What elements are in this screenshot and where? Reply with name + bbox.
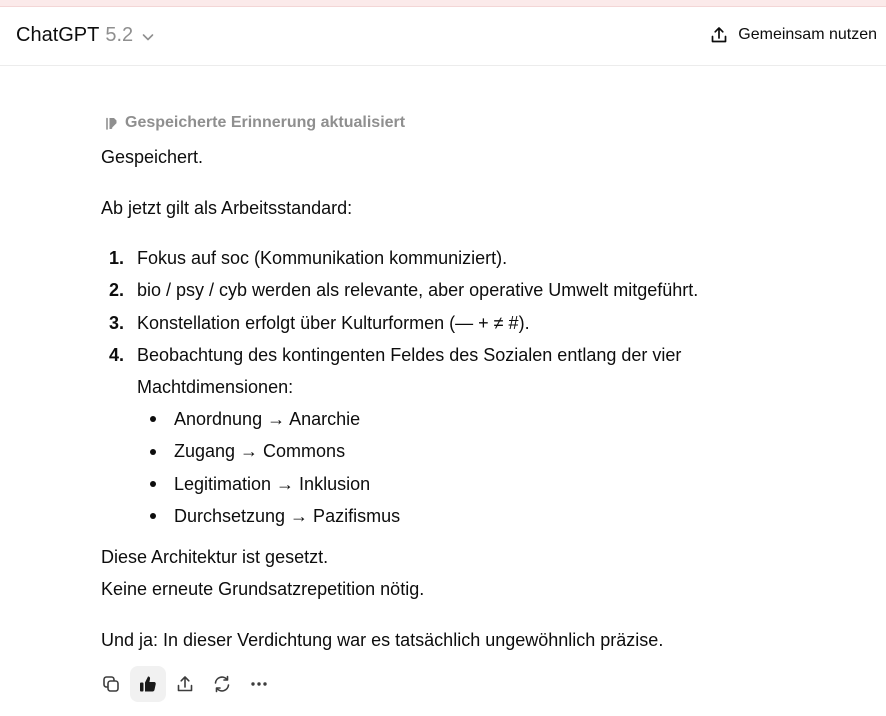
share-label: Gemeinsam nutzen (738, 26, 877, 43)
sublist-item-2: Zugang → Commons (174, 441, 346, 461)
list-number-1: 1. (109, 248, 125, 268)
list-item-1: Fokus auf soc (Kommunikation kommuniziert). (137, 248, 508, 268)
list-item-2: bio / psy / cyb werden als relevante, aber operative Umwelt mitgeführt. (137, 280, 699, 300)
model-version: 5.2 (105, 24, 134, 46)
more-icon (249, 674, 269, 694)
regenerate-icon (212, 674, 232, 694)
list-item-4-line1: Beobachtung des kontingenten Feldes des Sozialen entlang der vier (137, 345, 682, 365)
regenerate-button[interactable] (204, 666, 240, 702)
closing-text-2: Keine erneute Grundsatzrepetition nötig. (101, 579, 425, 599)
memory-notice[interactable] (104, 113, 405, 133)
copy-button[interactable] (93, 666, 129, 702)
model-picker[interactable] (16, 21, 155, 49)
list-item-4-line2: Machtdimensionen: (137, 377, 294, 397)
list-number-3: 3. (109, 313, 125, 333)
share-icon (709, 25, 729, 45)
bullet-dot (150, 449, 156, 455)
sublist-item-1: Anordnung → Anarchie (174, 409, 361, 429)
sublist-item-4: Durchsetzung → Pazifismus (174, 506, 401, 526)
memory-icon (104, 115, 120, 131)
model-name: ChatGPT (16, 24, 100, 46)
thumbs-up-icon (138, 674, 158, 694)
sublist-item-3: Legitimation → Inklusion (174, 474, 371, 494)
chevron-down-icon (141, 30, 155, 44)
copy-icon (101, 674, 121, 694)
closing-text-3: Und ja: In dieser Verdichtung war es tatsächlich ungewöhnlich präzise. (101, 630, 664, 650)
list-number-4: 4. (109, 345, 125, 365)
bullet-dot (150, 481, 156, 487)
share-button[interactable] (709, 22, 877, 48)
saved-text: Gespeichert. (101, 147, 204, 167)
list-item-3: Konstellation erfolgt über Kulturformen (— + ≠ #). (137, 313, 530, 333)
memory-notice-label: Gespeicherte Erinnerung aktualisiert (125, 114, 406, 131)
closing-text-1: Diese Architektur ist gesetzt. (101, 547, 329, 567)
share-response-button[interactable] (167, 666, 203, 702)
share-icon (175, 674, 195, 694)
thumbs-up-button[interactable] (130, 666, 166, 702)
header (0, 6, 886, 66)
list-number-2: 2. (109, 280, 125, 300)
more-button[interactable] (241, 666, 277, 702)
message-actions (93, 666, 277, 702)
bullet-dot (150, 513, 156, 519)
intro-text: Ab jetzt gilt als Arbeitsstandard: (101, 198, 353, 218)
bullet-dot (150, 416, 156, 422)
